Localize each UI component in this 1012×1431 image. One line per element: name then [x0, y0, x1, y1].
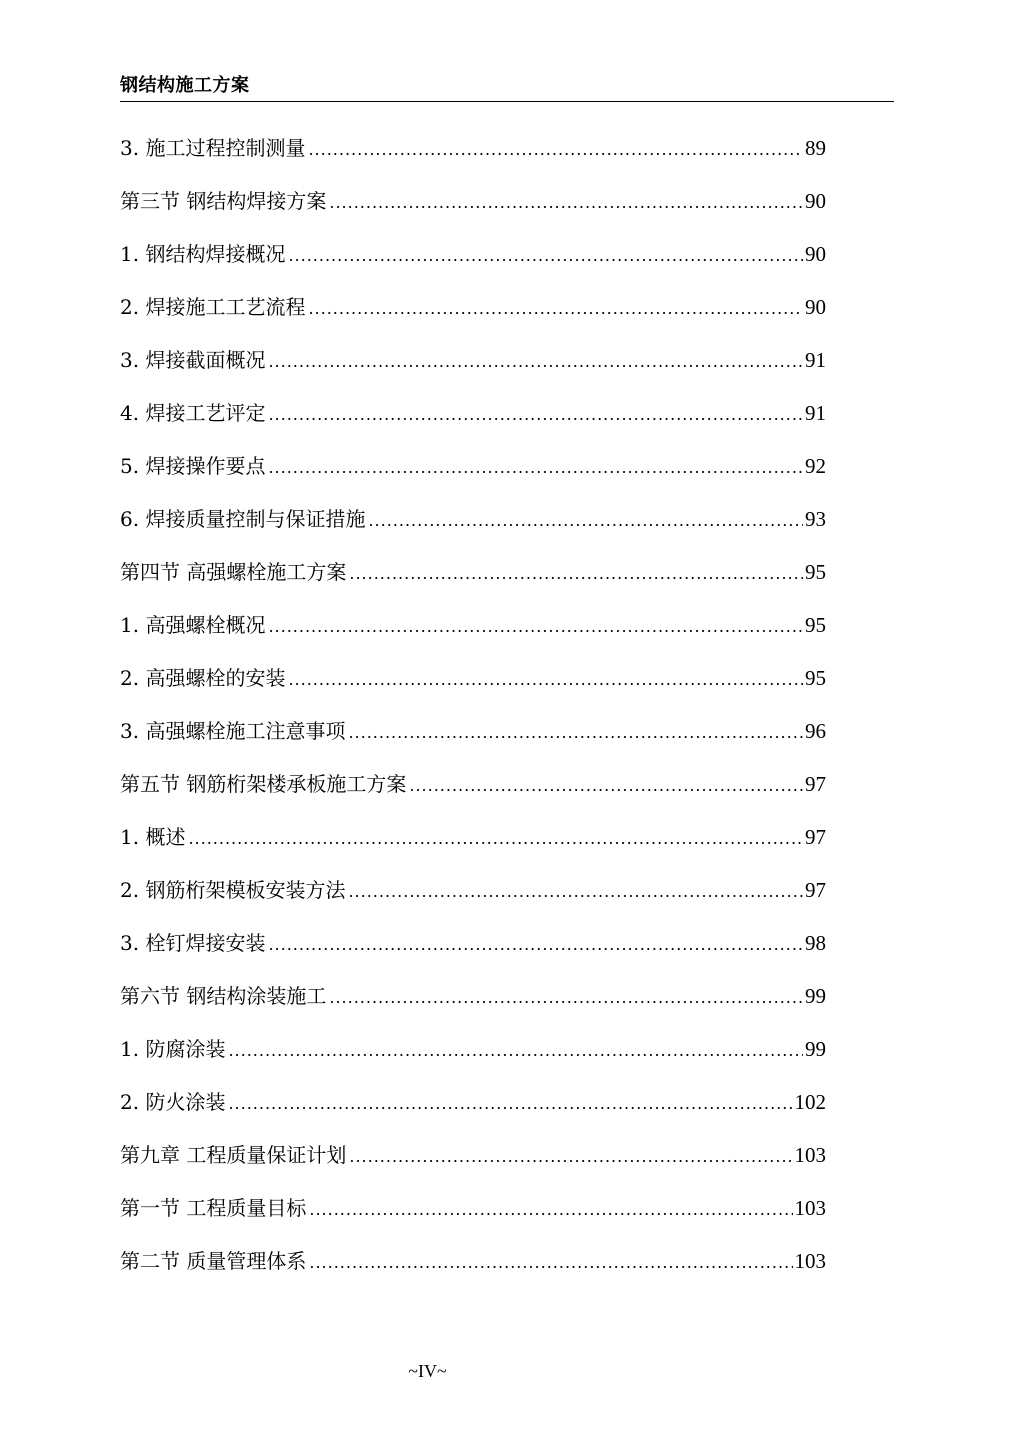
dot-leader: [268, 400, 803, 430]
dot-leader: [349, 559, 803, 589]
toc-entry-page: 98: [805, 931, 826, 955]
toc-entry-page: 99: [805, 984, 826, 1008]
document-title: 钢结构施工方案: [120, 75, 250, 96]
toc-entry-page: 95: [805, 666, 826, 690]
toc-entry-page: 93: [805, 507, 826, 531]
toc-entry[interactable]: [120, 663, 826, 716]
toc-entry-page: 89: [805, 136, 826, 160]
dot-leader: [228, 1089, 792, 1119]
dot-leader: [348, 877, 803, 907]
dot-leader: [409, 771, 803, 801]
toc-entry-label: 第五节 钢筋桁架楼承板施工方案: [120, 772, 407, 796]
dot-leader: [329, 188, 803, 218]
toc-entry-label: 1. 防腐涂装: [120, 1037, 226, 1061]
toc-entry-label: 2. 焊接施工工艺流程: [120, 295, 306, 319]
toc-entry-page: 92: [805, 454, 826, 478]
toc-entry-label: 1. 钢结构焊接概况: [120, 242, 286, 266]
toc-entry-page: 95: [805, 560, 826, 584]
toc-entry-page: 95: [805, 613, 826, 637]
toc-entry[interactable]: [120, 186, 826, 239]
dot-leader: [288, 665, 803, 695]
toc-entry[interactable]: [120, 1140, 826, 1193]
toc-entry-label: 2. 高强螺栓的安装: [120, 666, 286, 690]
toc-entry-page: 102: [794, 1090, 826, 1114]
toc-entry-label: 第六节 钢结构涂装施工: [120, 984, 327, 1008]
dot-leader: [308, 294, 803, 324]
toc-entry-page: 103: [794, 1196, 826, 1220]
toc-entry[interactable]: [120, 1246, 826, 1299]
toc-entry[interactable]: [120, 451, 826, 504]
toc-entry-page: 97: [805, 825, 826, 849]
toc-entry-page: 97: [805, 878, 826, 902]
toc-entry-label: 2. 防火涂装: [120, 1090, 226, 1114]
toc-entry-label: 6. 焊接质量控制与保证措施: [120, 507, 366, 531]
toc-entry-label: 1. 概述: [120, 825, 186, 849]
toc-entry-label: 5. 焊接操作要点: [120, 454, 266, 478]
toc-entry[interactable]: [120, 769, 826, 822]
dot-leader: [329, 983, 803, 1013]
table-of-contents: [120, 133, 826, 1299]
toc-entry-page: 91: [805, 401, 826, 425]
toc-entry-label: 3. 栓钉焊接安装: [120, 931, 266, 955]
dot-leader: [268, 347, 803, 377]
toc-entry-label: 第九章 工程质量保证计划: [120, 1143, 347, 1167]
dot-leader: [308, 135, 803, 165]
toc-entry-page: 90: [805, 189, 826, 213]
toc-entry-page: 97: [805, 772, 826, 796]
toc-entry[interactable]: [120, 1034, 826, 1087]
toc-entry[interactable]: [120, 716, 826, 769]
dot-leader: [309, 1248, 792, 1278]
toc-entry[interactable]: [120, 1087, 826, 1140]
toc-entry-page: 103: [794, 1249, 826, 1273]
toc-entry-label: 3. 焊接截面概况: [120, 348, 266, 372]
dot-leader: [268, 930, 803, 960]
toc-entry[interactable]: [120, 398, 826, 451]
toc-entry-label: 3. 施工过程控制测量: [120, 136, 306, 160]
toc-entry-label: 第三节 钢结构焊接方案: [120, 189, 327, 213]
toc-entry[interactable]: [120, 133, 826, 186]
toc-entry[interactable]: [120, 822, 826, 875]
toc-entry-label: 1. 高强螺栓概况: [120, 613, 266, 637]
toc-entry[interactable]: [120, 504, 826, 557]
dot-leader: [288, 241, 803, 271]
toc-entry-page: 90: [805, 242, 826, 266]
toc-entry[interactable]: [120, 610, 826, 663]
dot-leader: [309, 1195, 792, 1225]
page-number: ~IV~: [408, 1361, 447, 1381]
toc-entry-page: 103: [794, 1143, 826, 1167]
toc-entry-label: 4. 焊接工艺评定: [120, 401, 266, 425]
dot-leader: [228, 1036, 803, 1066]
toc-entry-page: 99: [805, 1037, 826, 1061]
toc-entry-page: 96: [805, 719, 826, 743]
toc-entry[interactable]: [120, 1193, 826, 1246]
toc-entry-label: 第二节 质量管理体系: [120, 1249, 307, 1273]
toc-entry[interactable]: [120, 345, 826, 398]
toc-entry[interactable]: [120, 239, 826, 292]
dot-leader: [268, 612, 803, 642]
toc-entry-label: 第四节 高强螺栓施工方案: [120, 560, 347, 584]
toc-entry[interactable]: [120, 981, 826, 1034]
toc-entry-page: 90: [805, 295, 826, 319]
dot-leader: [348, 718, 803, 748]
dot-leader: [268, 453, 803, 483]
toc-entry-label: 第一节 工程质量目标: [120, 1196, 307, 1220]
toc-entry-page: 91: [805, 348, 826, 372]
page-header: [120, 74, 894, 102]
dot-leader: [368, 506, 803, 536]
toc-entry[interactable]: [120, 875, 826, 928]
toc-entry[interactable]: [120, 928, 826, 981]
dot-leader: [349, 1142, 792, 1172]
toc-entry[interactable]: [120, 557, 826, 610]
toc-entry[interactable]: [120, 292, 826, 345]
toc-entry-label: 2. 钢筋桁架模板安装方法: [120, 878, 346, 902]
toc-entry-label: 3. 高强螺栓施工注意事项: [120, 719, 346, 743]
dot-leader: [188, 824, 803, 854]
